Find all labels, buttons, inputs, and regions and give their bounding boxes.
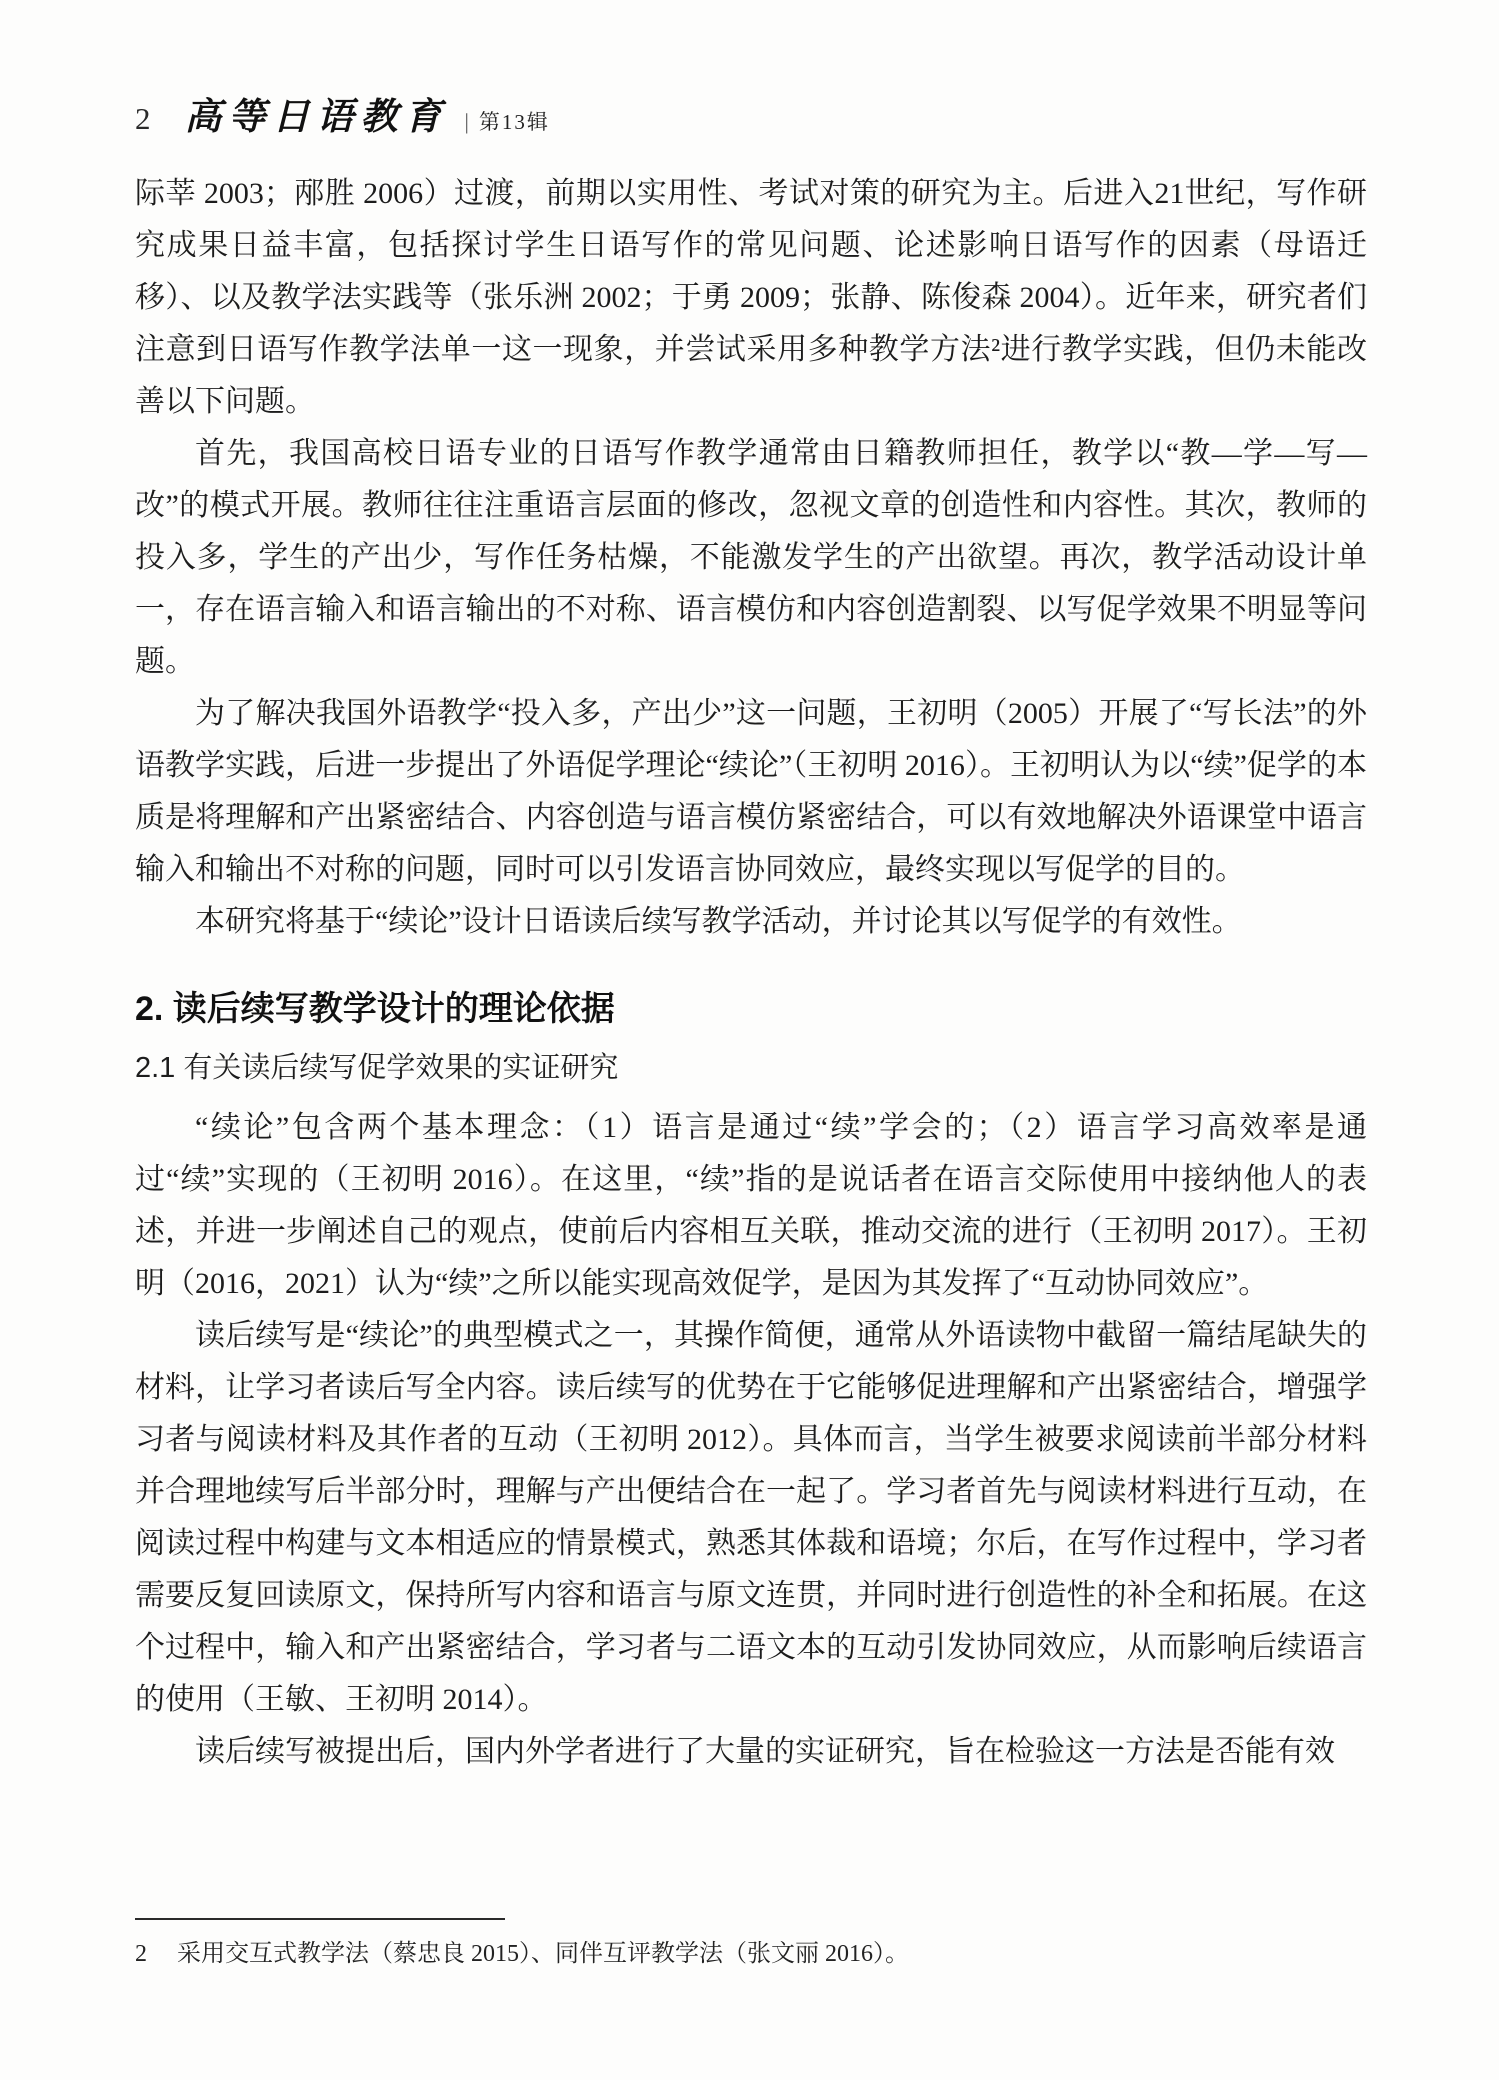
issue-separator: | [464, 109, 469, 134]
paragraph: 读后续写被提出后，国内外学者进行了大量的实证研究，旨在检验这一方法是否能有效 [195, 1735, 1335, 1768]
issue-label: 第13辑 [478, 110, 550, 134]
subsection-heading: 2.1 有关读后续写促学效果的实证研究 [135, 1052, 619, 1084]
page-header [135, 86, 550, 140]
footnote-divider [135, 1918, 505, 1920]
paragraph: 为了解决我国外语教学“投入多，产出少”这一问题，王初明（2005）开展了“写长法”的外语教学实践，后进一步提出了外语促学理论“续论”（王初明 2016）。王初明认为以“续”促学的本质是将理解和产出紧密结合、内容创造与语言模仿紧密结合，可以有效地解决外语课堂中语言输入和输出不对称的问题，同时可以引发语言协同效应，最终实现以写促学的目的。 [135, 697, 1367, 886]
paragraph: 读后续写是“续论”的典型模式之一，其操作简便，通常从外语读物中截留一篇结尾缺失的材料，让学习者读后写全内容。读后续写的优势在于它能够促进理解和产出紧密结合，增强学习者与阅读材料及其作者的互动（王初明 2012）。具体而言，当学生被要求阅读前半部分材料并合理地续写后半部分时，理解与产出便结合在一起了。学习者首先与阅读材料进行互动，在阅读过程中构建与文本相适应的情景模式，熟悉其体裁和语境；尔后，在写作过程中，学习者需要反复回读原文，保持所写内容和语言与原文连贯，并同时进行创造性的补全和拓展。在这个过程中，输入和产出紧密结合，学习者与二语文本的互动引发协同效应，从而影响后续语言的使用（王敏、王初明 2014）。 [135, 1319, 1367, 1716]
section-heading: 2. 读后续写教学设计的理论依据 [135, 990, 615, 1028]
paragraph: 本研究将基于“续论”设计日语读后续写教学活动，并讨论其以写促学的有效性。 [195, 905, 1242, 938]
page-number: 2 [135, 101, 151, 136]
journal-title: 高等日语教育 [184, 94, 449, 138]
footnote-text: 采用交互式教学法（蔡忠良 2015）、同伴互评教学法（张文丽 2016）。 [177, 1941, 909, 1967]
footnote-marker: 2 [135, 1941, 147, 1967]
footnote-line [135, 1936, 1367, 1972]
article-body [135, 168, 1367, 1778]
footnote [135, 1918, 1367, 1972]
paragraph: “续论”包含两个基本理念：（1）语言是通过“续”学会的；（2）语言学习高效率是通过“续”实现的（王初明 2016）。在这里，“续”指的是说话者在语言交际使用中接纳他人的表述，并进一步阐述自己的观点，使前后内容相互关联，推动交流的进行（王初明 2017）。王初明（2016，2021）认为“续”之所以能实现高效促学，是因为其发挥了“互动协同效应”。 [135, 1111, 1367, 1300]
paragraph-continuation: 际莘 2003；邴胜 2006）过渡，前期以实用性、考试对策的研究为主。后进入21世纪，写作研究成果日益丰富，包括探讨学生日语写作的常见问题、论述影响日语写作的因素（母语迁移）、以及教学法实践等（张乐洲 2002；于勇 2009；张静、陈俊森 2004）。近年来，研究者们注意到日语写作教学法单一这一现象，并尝试采用多种教学方法²进行教学实践，但仍未能改善以下问题。 [135, 177, 1367, 418]
paragraph: 首先，我国高校日语专业的日语写作教学通常由日籍教师担任，教学以“教—学—写—改”的模式开展。教师往往注重语言层面的修改，忽视文章的创造性和内容性。其次，教师的投入多，学生的产出少，写作任务枯燥，不能激发学生的产出欲望。再次，教学活动设计单一，存在语言输入和语言输出的不对称、语言模仿和内容创造割裂、以写促学效果不明显等问题。 [135, 437, 1367, 678]
